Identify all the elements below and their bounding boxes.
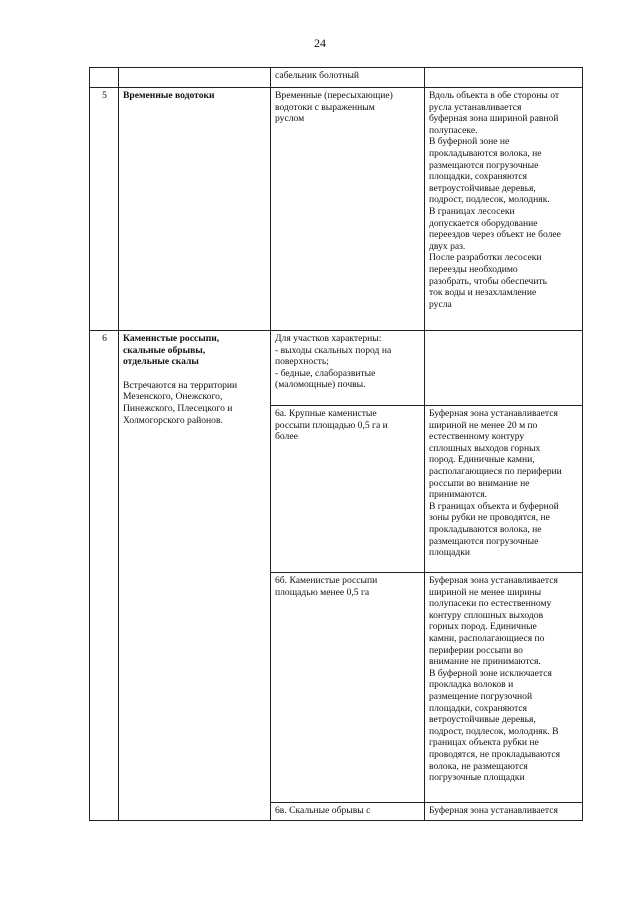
requirement-line: Буферная зона устанавливается (429, 575, 558, 586)
cell-requirements (425, 573, 583, 803)
description-line: (маломощные) почвы. (275, 379, 366, 391)
cell-description (271, 68, 425, 88)
requirement-line: подрост, подлесок, молодняк. (429, 194, 550, 206)
requirement-line: Буферная зона устанавливается (429, 408, 558, 419)
requirement-line: естественному контуру (429, 431, 525, 443)
requirement-line: двух раз. (429, 240, 466, 252)
requirement-line: ток воды и незахламление (429, 287, 537, 299)
requirement-line: камни, располагающиеся по (429, 632, 545, 644)
requirement-line: Вдоль объекта в обе стороны от (429, 90, 560, 101)
requirement-line: ветроустойчивые деревья, (429, 182, 536, 194)
cell-requirements (425, 68, 583, 88)
requirement-line: допускается оборудование (429, 217, 538, 229)
description-line: 6а. Крупные каменистые (275, 408, 377, 419)
region-line: Холмогорского районов. (123, 414, 223, 426)
cell-name (119, 88, 271, 331)
table-row (90, 88, 583, 331)
requirement-line: сплошных выходов горных (429, 442, 541, 454)
requirement-line: размещение погрузочной (429, 690, 533, 702)
object-name-line: скальные обрывы, (123, 344, 206, 356)
object-name-line: Каменистые россыпи, (123, 333, 220, 344)
description-text: сабельник болотный (275, 70, 360, 81)
requirement-line: россыпи во внимание не (429, 477, 530, 489)
requirement-line: границах объекта рубки не (429, 737, 539, 749)
description-line: руслом (275, 113, 305, 125)
region-line: Мезенского, Онежского, (123, 391, 223, 403)
requirement-line: ветроустойчивые деревья, (429, 714, 536, 726)
description-line: Для участков характерны: (275, 333, 382, 344)
row-number: 5 (102, 90, 107, 101)
page-number: 24 (314, 36, 326, 50)
table-row (90, 331, 583, 406)
requirement-line: размещаются погрузочные (429, 159, 539, 171)
requirement-line: прокладка волоков и (429, 679, 514, 691)
requirement-line: проводятся, не прокладываются (429, 748, 561, 760)
requirements-table (89, 67, 583, 821)
requirement-line: переездов через объект не более (429, 229, 561, 241)
requirement-line: разобрать, чтобы обеспечить (429, 275, 548, 287)
cell-description (271, 88, 425, 331)
requirement-line: русла устанавливается (429, 101, 522, 113)
requirement-line: внимание не принимаются. (429, 656, 541, 668)
requirement-line: прокладываются волока, не (429, 147, 542, 159)
requirement-line: шириной не менее 20 м по (429, 419, 538, 431)
table-row (90, 68, 583, 88)
description-line: россыпи площадью 0,5 га и (275, 419, 388, 431)
requirement-line: Буферная зона устанавливается (429, 805, 558, 816)
object-name-line: отдельные скалы (123, 356, 199, 368)
cell-requirements (425, 331, 583, 406)
requirement-line: принимаются. (429, 489, 488, 501)
cell-description (271, 573, 425, 803)
description-line: более (275, 431, 298, 443)
description-line: - бедные, слаборазвитые (275, 367, 376, 379)
region-line: Встречаются на территории (123, 379, 238, 391)
cell-description (271, 331, 425, 406)
row-number: 6 (102, 333, 107, 344)
requirement-line: пород. Единичные камни, (429, 454, 535, 466)
requirement-line: шириной не менее ширины (429, 586, 542, 598)
description-line: Временные (пересыхающие) (275, 90, 393, 101)
requirement-line: контуру сплошных выходов (429, 609, 544, 621)
requirement-line: площадки, сохраняются (429, 171, 528, 183)
requirement-line: В границах объекта и буферной (429, 500, 559, 512)
cell-requirements (425, 803, 583, 821)
requirement-line: зоны рубки не проводятся, не (429, 512, 550, 524)
description-line: водотоки с выраженным (275, 101, 375, 113)
requirement-line: погрузочные площадки (429, 772, 525, 784)
cell-requirements (425, 88, 583, 331)
requirement-line: волока, не размещаются (429, 760, 528, 772)
description-line: - выходы скальных пород на (275, 344, 392, 356)
cell-requirements (425, 406, 583, 573)
cell-name (119, 331, 271, 821)
cell-description (271, 803, 425, 821)
description-line: 6б. Каменистые россыпи (275, 575, 378, 586)
region-line: Пинежского, Плесецкого и (123, 402, 233, 414)
cell-number (90, 331, 119, 821)
cell-name (119, 68, 271, 88)
description-line: 6в. Скальные обрывы с (275, 805, 371, 816)
requirement-line: горных пород. Единичные (429, 621, 537, 633)
requirement-line: После разработки лесосеки (429, 252, 542, 264)
requirement-line: размещаются погрузочные (429, 535, 539, 547)
requirement-line: прокладываются волока, не (429, 523, 542, 535)
description-line: поверхность; (275, 356, 329, 368)
requirement-line: переезды необходимо (429, 263, 518, 275)
requirement-line: периферии россыпи во (429, 644, 523, 656)
requirement-line: полупасеки по естественному (429, 598, 552, 610)
object-name: Временные водотоки (123, 90, 215, 101)
requirement-line: площадки, сохраняются (429, 702, 528, 714)
cell-number (90, 68, 119, 88)
requirement-line: подрост, подлесок, молодняк. В (429, 725, 559, 737)
requirement-line: площадки (429, 547, 471, 559)
requirement-line: полупасеке. (429, 124, 478, 136)
requirement-line: располагающиеся по периферии (429, 465, 562, 477)
requirement-line: В буферной зоне исключается (429, 667, 552, 679)
cell-number (90, 88, 119, 331)
description-line: площадью менее 0,5 га (275, 586, 370, 598)
requirement-line: В буферной зоне не (429, 136, 510, 148)
requirement-line: В границах лесосеки (429, 205, 515, 217)
requirement-line: русла (429, 298, 452, 310)
requirement-line: буферная зона шириной равной (429, 113, 559, 125)
cell-description (271, 406, 425, 573)
